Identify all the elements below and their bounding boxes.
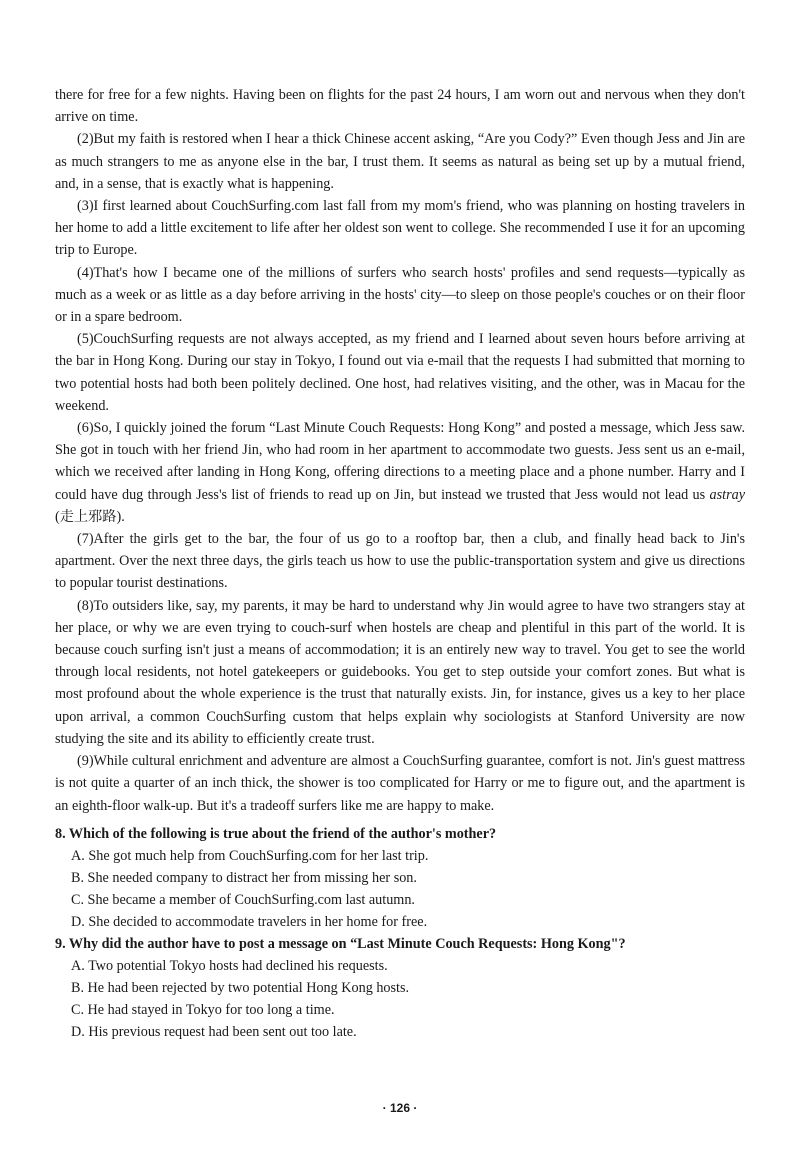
- option-c: C. She became a member of CouchSurfing.com last autumn.: [71, 891, 415, 908]
- questions: [55, 823, 745, 1043]
- question-9: [55, 933, 745, 1043]
- vocab-term: astray: [709, 486, 745, 503]
- question-8: [55, 823, 745, 933]
- option-a: A. Two potential Tokyo hosts had declined his requests.: [71, 957, 388, 974]
- option-b: B. She needed company to distract her from missing her son.: [71, 869, 417, 886]
- document-page: [55, 84, 745, 1043]
- paragraph-7: (7)After the girls get to the bar, the four of us go to a rooftop bar, then a club, and finally head back to Jin's apartment. Over the next three days, the girls teach us how to use the public-transportation system and give us directions to popular tourist destinations.: [55, 531, 745, 592]
- vocab-gloss: (走上邪路).: [55, 508, 125, 525]
- option-a: A. She got much help from CouchSurfing.com for her last trip.: [71, 847, 429, 864]
- paragraph-8: (8)To outsiders like, say, my parents, it may be hard to understand why Jin would agree to have two strangers stay at her place, or why we are even trying to couch-surf when hostels are cheap and plentiful in this part of the world. It is because couch surfing isn't just a means of accommodation; it is an entirely new way to travel. You get to see the world through local residents, not hotel gatekeepers or guidebooks. You get to step outside your comfort zones. But what is most profound about the whole experience is the trust that naturally exists. Jin, for instance, gives us a key to her place upon arrival, a common CouchSurfing custom that helps explain why sociologists at Stanford University are now studying the site and its ability to efficiently create trust.: [55, 597, 745, 747]
- option-c: C. He had stayed in Tokyo for too long a time.: [71, 1001, 335, 1018]
- passage: [55, 84, 745, 817]
- paragraph-6: [55, 417, 745, 528]
- question-stem: 9. Why did the author have to post a message on “Last Minute Couch Requests: Hong Kong"?: [55, 935, 626, 952]
- option-d: D. She decided to accommodate travelers in her home for free.: [71, 913, 428, 930]
- paragraph-2: (2)But my faith is restored when I hear a thick Chinese accent asking, “Are you Cody?” Even though Jess and Jin are as much strangers to me as anyone else in the bar, I trust them. It seems as natural as being set up by a mutual friend, and, in a sense, that is exactly what is happening.: [55, 131, 745, 192]
- option-b: B. He had been rejected by two potential Hong Kong hosts.: [71, 979, 410, 996]
- option-d: D. His previous request had been sent out too late.: [71, 1023, 357, 1040]
- question-stem: 8. Which of the following is true about the friend of the author's mother?: [55, 825, 497, 842]
- paragraph-1: there for free for a few nights. Having been on flights for the past 24 hours, I am worn out and nervous when they don't arrive on time.: [55, 87, 745, 126]
- paragraph-5: (5)CouchSurfing requests are not always accepted, as my friend and I learned about seven hours before arriving at the bar in Hong Kong. During our stay in Tokyo, I found out via e-mail that the requests I had submitted that morning to two potential hosts had both been politely declined. One host, had relatives visiting, and the other, was in Macau for the weekend.: [55, 331, 745, 414]
- paragraph-4: (4)That's how I became one of the millions of surfers who search hosts' profiles and send requests—typically as much as a week or as little as a day before arriving in the hosts' city—to sleep on those people's couches or on their floor or in a spare bedroom.: [55, 264, 745, 326]
- paragraph-3: (3)I first learned about CouchSurfing.com last fall from my mom's friend, who was planning on hosting travelers in her home to add a little excitement to life after her oldest son went to college. She recommended I use it for an upcoming trip to Europe.: [55, 198, 745, 259]
- paragraph-6-text: (6)So, I quickly joined the forum “Last Minute Couch Requests: Hong Kong” and posted a message, which Jess saw. She got in touch with her friend Jin, who had room in her apartment to accommodate two guests. Jess sent us an e-mail, which we received after landing in Hong Kong, offering directions to a meeting place and a phone number. Harry and I could have dug through Jess's list of friends to read up on Jin, but instead we trusted that Jess would not lead us: [55, 420, 745, 503]
- page-number: · 126 ·: [382, 1101, 418, 1115]
- paragraph-9: (9)While cultural enrichment and adventure are almost a CouchSurfing guarantee, comfort is not. Jin's guest mattress is not quite a quarter of an inch thick, the shower is too complicated for Harry or me to figure out, and the apartment is an eighth-floor walk-up. But it's a tradeoff surfers like me are happy to make.: [55, 753, 745, 814]
